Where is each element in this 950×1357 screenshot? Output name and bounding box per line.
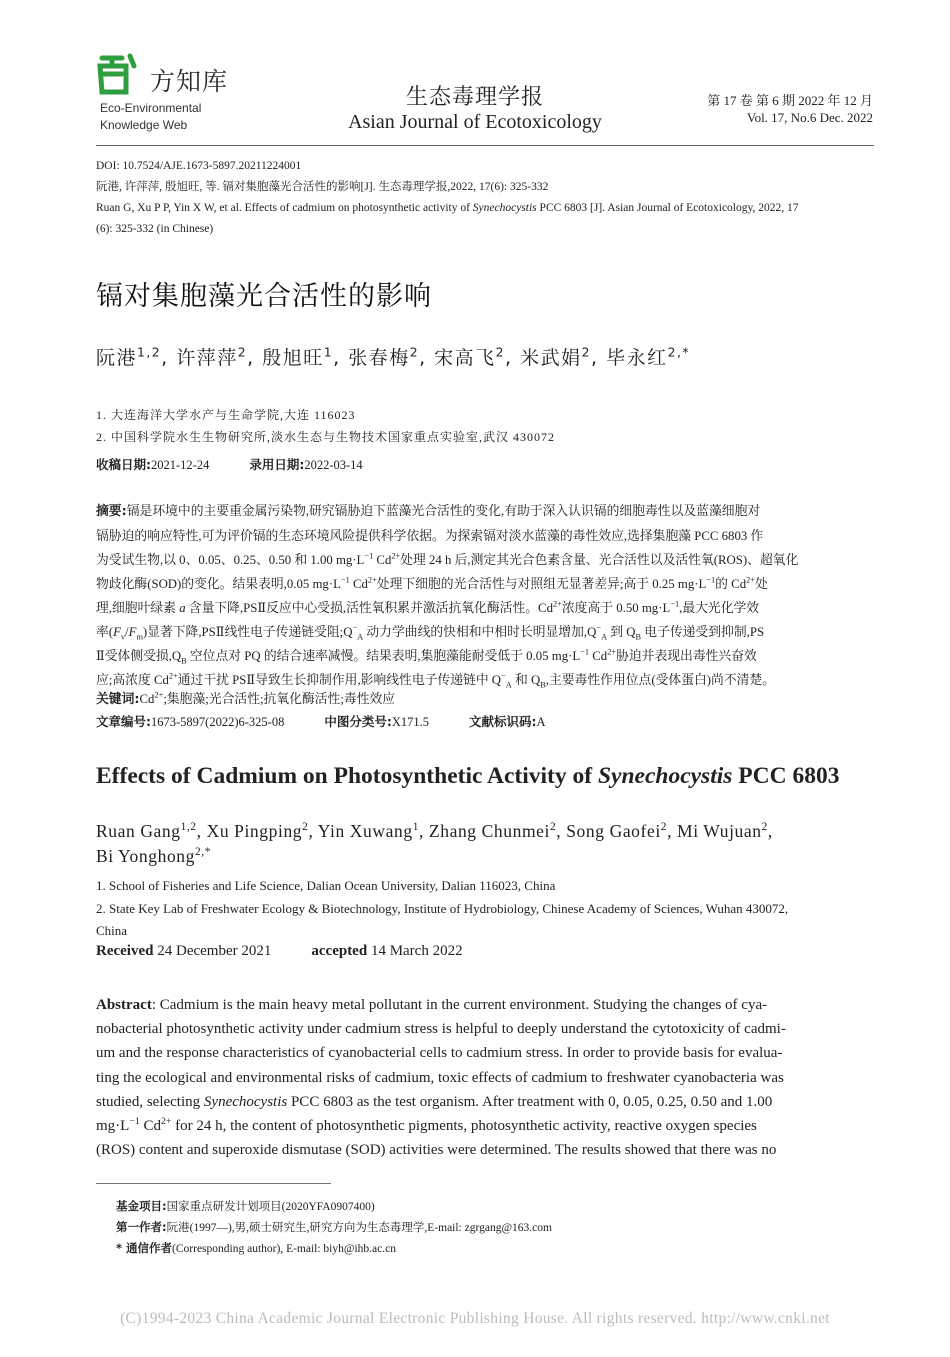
citation-en-cont: (6): 325-332 (in Chinese)	[96, 223, 214, 235]
author-en: Song Gaofei	[566, 821, 661, 841]
abstract-cn: 摘要:镉是环境中的主要重金属污染物,研究镉胁迫下蓝藻光合活性的变化,有助于深入认识镉的细胞毒性以及蓝藻细胞对 镉胁迫的响应特性,可为评价镉的生态环境风险提供科学依据。为探索镉对淡水蓝藻的毒性效应,选择集胞藻 PCC 6803 作 为受试生物,以 0、0.05、0.25、0.50 和 1.00 $mg\cdot L^{-1}$ $Cd^{2+}$处理 24 h 后,测定其光合色素含量、光合活性以及活性氧(ROS)、超氧化 物歧化酶(SOD)的变化。结果表明,0.05 $mg\cdot L^{-1}$ $Cd^{2+}$处理下细胞的光合活性与对照组无显著差异;高于 0.25 $mg\cdot L^{-1}$的 $Cd^{2+}$处 理,细胞叶绿素 a 含量下降,PSⅡ反应中心受损,活性氧积累并激活抗氧化酶活性。$Cd^{2+}$浓度高于 0.50 $mg\cdot L^{-1}$,最大光化学效 率$(F_v/F_m)$显著下降,PSⅡ线性电子传递链受阻$;Q^-_A$ 动力学曲线的快相和中相时长明显增加$,Q^-_A$ 到 $Q_B$ 电子传递受到抑制,PS Ⅱ受体侧受损$,Q_B$ 空位点对 PQ 的结合速率减慢。结果表明,集胞藻能耐受低于 0.05 $mg\cdot L^{-1}$ $Cd^{2+}$胁迫并表现出毒性兴奋效 应;高浓度 $Cd^{2+}$通过干扰 PSⅡ导致生长抑制作用,影响线性电子传递链中 $Q^-_A$ 和 $Q_B$,主要毒性作用位点(受体蛋白)尚不清楚。	[96, 504, 799, 690]
paper-title-en: Effects of Cadmium on Photosynthetic Activity of Synechocystis PCC 6803	[96, 763, 840, 789]
affiliation-en: China	[96, 923, 128, 938]
affiliation-cn: 1. 大连海洋大学水产与生命学院,大连 116023	[96, 408, 356, 422]
author-en: Ruan Gang	[96, 821, 181, 841]
author-en: Mi Wujuan	[677, 821, 762, 841]
affiliation-cn: 2. 中国科学院水生生物研究所,淡水生态与生物技术国家重点实验室,武汉 430072	[96, 430, 556, 444]
author-cn: 张春梅	[348, 347, 410, 369]
affiliations-en	[96, 875, 876, 943]
fund-note: 基金项目:国家重点研发计划项目(2020YFA0907400)	[116, 1199, 375, 1213]
header-divider	[96, 145, 874, 146]
journal-title-cn: 生态毒理学报	[405, 84, 544, 109]
author-en: Bi Yonghong	[96, 846, 195, 866]
author-en: Xu Pingping	[206, 821, 303, 841]
citation-cn: 阮港, 许萍萍, 殷旭旺, 等. 镉对集胞藻光合活性的影响[J]. 生态毒理学报,2022, 17(6): 325-332	[96, 181, 549, 193]
copyright-footer: (C)1994-2023 China Academic Journal Electronic Publishing House. All rights reserved. http://www.cnki.net	[120, 1310, 830, 1327]
logo-chinese-text: 方知库	[150, 67, 229, 96]
authors-en: Ruan Gang$^{1,2}$, Xu Pingping$^2$, Yin Xuwang$^1$, Zhang Chunmei$^2$, Song Gaofei$^2$, Mi Wujuan$^2$, Bi Yonghong$^{2,*}$	[96, 821, 773, 866]
corresponding-author-note: * 通信作者(Corresponding author), E-mail: biyh@ihb.ac.cn	[116, 1241, 396, 1255]
keywords-cn: 关键词$:Cd^{2+}$;集胞藻;光合活性;抗氧化酶活性;毒性效应	[96, 690, 396, 707]
volume-info-en: Vol. 17, No.6 Dec. 2022	[746, 110, 873, 125]
doi-link[interactable]: DOI: 10.7524/AJE.1673-5897.20211224001	[96, 160, 302, 172]
volume-info-cn: 第 17 卷 第 6 期 2022 年 12 月	[707, 93, 873, 108]
author-en: Yin Xuwang	[317, 821, 413, 841]
logo-english-text: Eco-Environmental Knowledge Web	[100, 101, 202, 132]
abstract-en: Abstract: Cadmium is the main heavy metal pollutant in the current environment. Studying the changes of cya- nobacterial photosynthetic activity under cadmium stress is helpful to deeply understand the cytotoxicity of cadmi- um and the response characteristics of cyanobacterial cells to cadmium stress. In order to provide basis for evalua- ting the ecological and environmental risks of cadmium, toxic effects of cadmium to freshwater cyanobacteria was studied, selecting Synechocystis PCC 6803 as the test organism. After treatment with 0, 0.05, 0.25, 0.50 and 1.00 $mg\cdot L^{-1}$ $Cd^{2+}$ for 24 h, the content of photosynthetic pigments, photosynthetic activity, reactive oxygen species (ROS) content and superoxide dismutase (SOD) activities were determined. The results showed that there was no	[96, 997, 786, 1159]
journal-title-en: Asian Journal of Ecotoxicology	[348, 111, 602, 133]
author-cn: 宋高飞	[434, 347, 496, 369]
affiliation-en: 1. School of Fisheries and Life Science, Dalian Ocean University, Dalian 116023, China	[96, 878, 556, 893]
affiliations-cn	[96, 404, 555, 448]
authors-cn: 阮港$^{1,2}$, 许萍萍$^2$, 殷旭旺$^1$, 张春梅$^2$, 宋高飞$^2$, 米武娟$^2$, 毕永红$^{2,*}$	[96, 345, 691, 369]
author-cn: 米武娟	[520, 347, 582, 369]
dates-en: Received 24 December 2021 accepted 14 March 2022	[96, 943, 463, 959]
citation-block	[96, 156, 876, 240]
author-cn: 殷旭旺	[262, 347, 324, 369]
citation-en: Ruan G, Xu P P, Yin X W, et al. Effects of cadmium on photosynthetic activity of Synechocystis PCC 6803 [J]. Asian Journal of Ecotoxicology, 2022, 17	[96, 202, 799, 214]
article-info-cn: 文章编号:1673-5897(2022)6-325-08 中图分类号:X171.5 文献标识码:A	[96, 714, 546, 729]
author-cn: 毕永红	[606, 347, 668, 369]
author-cn: 许萍萍	[176, 347, 238, 369]
author-en: Zhang Chunmei	[428, 821, 550, 841]
footnotes	[116, 1196, 552, 1259]
first-author-note: 第一作者:阮港(1997—),男,硕士研究生,研究方向为生态毒理学,E-mail: zgrgang@163.com	[116, 1220, 552, 1234]
paper-title-cn: 镉对集胞藻光合活性的影响	[96, 281, 432, 312]
dates-cn: 收稿日期:2021-12-24 录用日期:2022-03-14	[96, 457, 363, 472]
footnote-divider	[96, 1183, 331, 1184]
author-cn: 阮港	[96, 347, 138, 369]
affiliation-en: 2. State Key Lab of Freshwater Ecology & Biotechnology, Institute of Hydrobiology, Chinese Academy of Sciences, Wuhan 430072,	[96, 900, 789, 916]
